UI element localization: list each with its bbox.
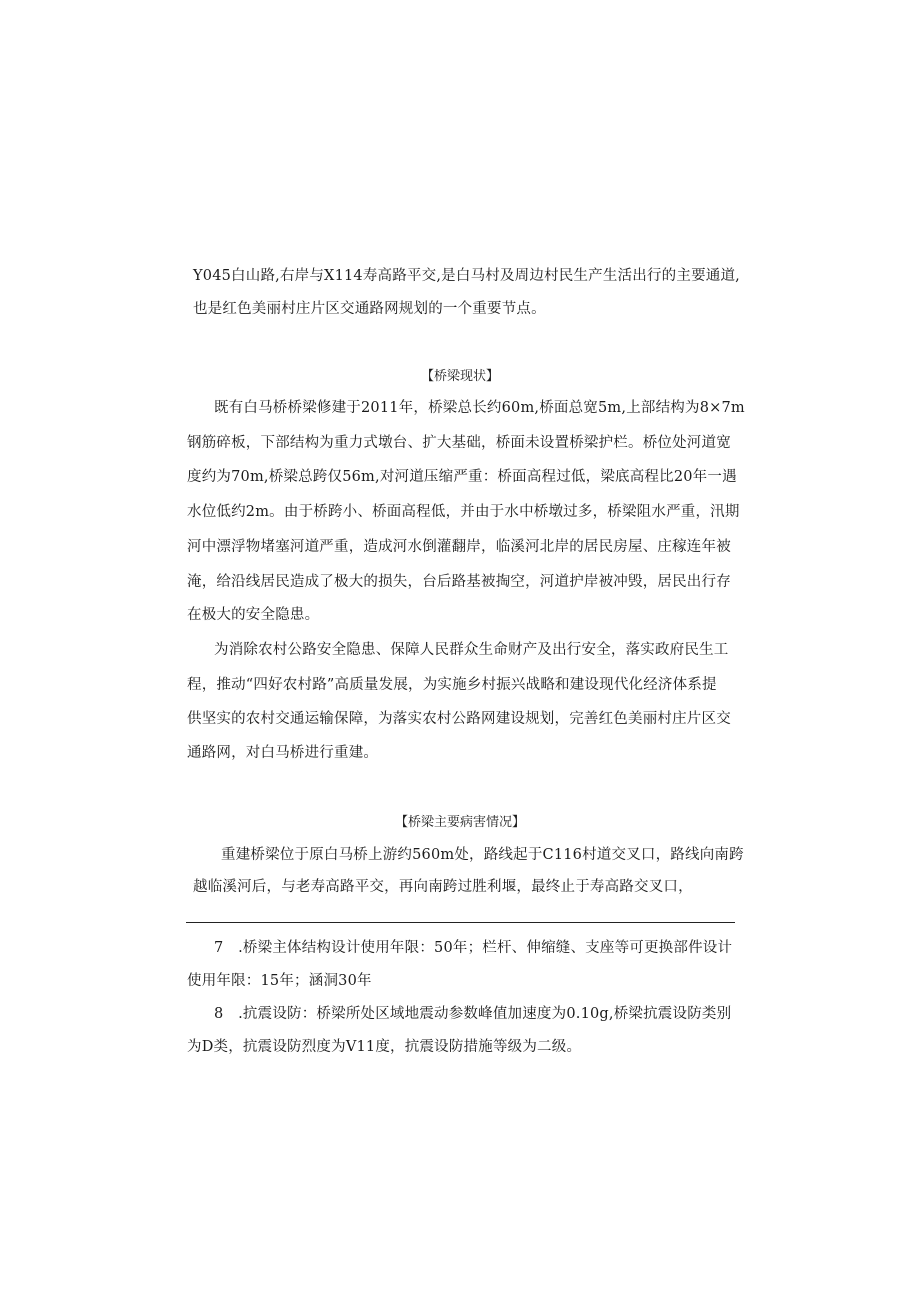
- intro-line-1: Y045白山路,右岸与X114寿高路平交,是白马村及周边村民生产生活出行的主要通道,: [193, 268, 740, 284]
- horizontal-divider: [186, 922, 735, 923]
- status-para1-line-1: 既有白马桥桥梁修建于2011年，桥梁总长约60m,桥面总宽5m,上部结构为8×7m: [214, 400, 745, 416]
- disease-para1-line-1: 重建桥梁位于原白马桥上游约560m处，路线起于C116村道交叉口，路线向南跨: [221, 847, 744, 863]
- status-para2-line-1: 为消除农村公路安全隐患、保障人民群众生命财产及出行安全，落实政府民生工: [214, 642, 729, 658]
- intro-line-2: 也是红色美丽村庄片区交通路网规划的一个重要节点。: [193, 301, 546, 317]
- section-heading-status: 【桥梁现状】: [420, 369, 499, 384]
- disease-para1-line-2: 越临溪河后，与老寿高路平交，再向南跨过胜利堰，最终止于寿高路交叉口，: [193, 879, 693, 895]
- status-para1-line-4: 水位低约2m。由于桥跨小、桥面高程低，并由于水中桥墩过多，桥梁阻水严重，汛期: [187, 504, 740, 520]
- status-para1-line-6: 淹，给沿线居民造成了极大的损失，台后路基被掏空，河道护岸被冲毁，居民出行存: [187, 574, 731, 590]
- status-para1-line-7: 在极大的安全隐患。: [187, 607, 320, 623]
- status-para2-line-3: 供坚实的农村交通运输保障，为落实农村公路网建设规划，完善红色美丽村庄片区交: [187, 711, 731, 727]
- item-8-line-1: 8 .抗震设防：桥梁所处区域地震动参数峰值加速度为0.10g,桥梁抗震设防类别: [214, 1006, 732, 1022]
- status-para2-line-2: 程，推动“四好农村路”高质量发展，为实施乡村振兴战略和建设现代化经济体系提: [187, 677, 717, 693]
- status-para1-line-5: 河中漂浮物堵塞河道严重，造成河水倒灌翻岸，临溪河北岸的居民房屋、庄稼连年被: [187, 539, 731, 555]
- section-heading-disease: 【桥梁主要病害情况】: [394, 815, 525, 830]
- status-para2-line-4: 通路网，对白马桥进行重建。: [187, 745, 379, 761]
- item-7-line-2: 使用年限：15年；涵洞30年: [187, 973, 372, 989]
- item-7-line-1: 7 .桥梁主体结构设计使用年限：50年；栏杆、伸缩缝、支座等可更换部件设计: [214, 940, 733, 956]
- item-8-line-2: 为D类，抗震设防烈度为V11度，抗震设防措施等级为二级。: [187, 1039, 582, 1055]
- status-para1-line-3: 度约为70m,桥梁总跨仅56m,对河道压缩严重：桥面高程过低，梁底高程比20年一遇: [187, 469, 737, 485]
- status-para1-line-2: 钢筋碎板，下部结构为重力式墩台、扩大基础，桥面未设置桥梁护栏。桥位处河道宽: [187, 435, 731, 451]
